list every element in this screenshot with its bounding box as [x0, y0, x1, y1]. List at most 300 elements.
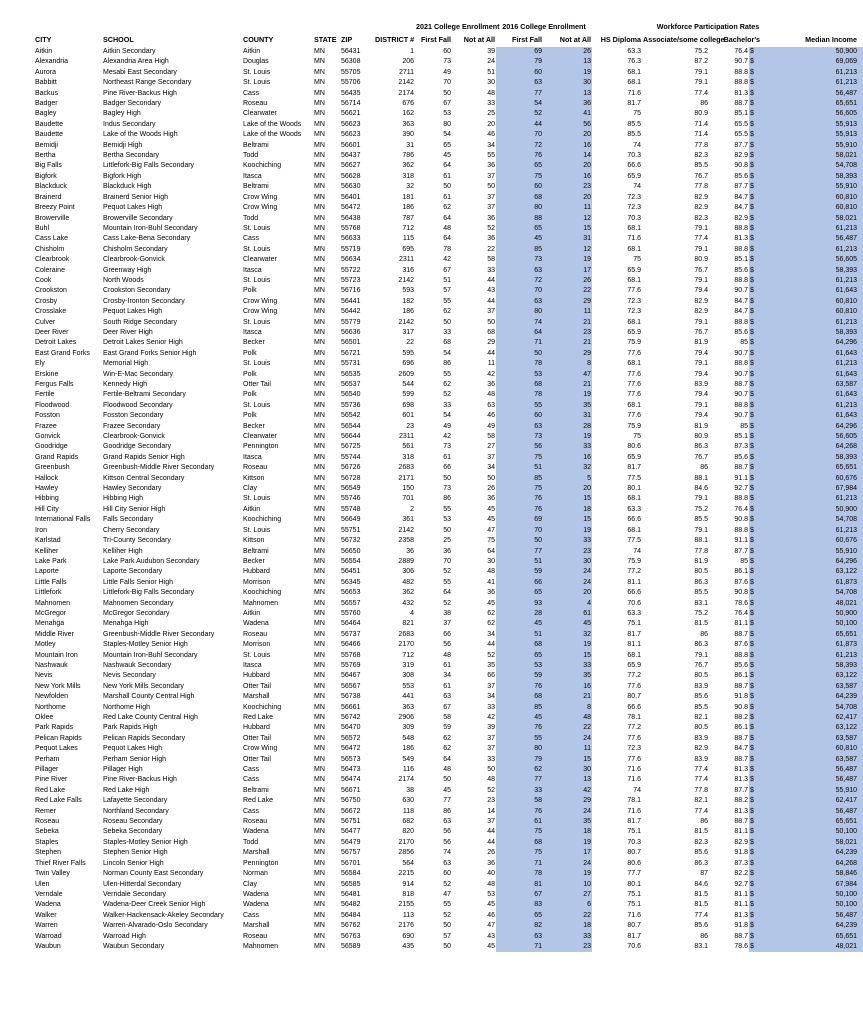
- cell-median-income: 60,810: [761, 297, 863, 307]
- cell-state: MN: [314, 100, 325, 108]
- cell-county: Otter Tail: [243, 682, 271, 690]
- cell-bachelors: 91.8: [734, 922, 749, 930]
- cell-state: MN: [314, 568, 325, 576]
- cell-dollar-sign: $: [749, 47, 761, 57]
- cell-first-fall-2016: 28: [496, 609, 543, 619]
- cell-hs-diploma: 75.9: [627, 339, 642, 347]
- cell-hs-diploma: 80.1: [627, 485, 642, 493]
- cell-median-income: 55,910: [761, 786, 863, 796]
- cell-not-at-all-2016: 21: [543, 692, 592, 702]
- table-row: [0, 890, 863, 900]
- cell-not-at-all-2021: 68: [487, 328, 496, 336]
- cell-bachelors: 76.4: [734, 48, 749, 55]
- cell-bachelors: 82.9: [734, 214, 749, 222]
- table-row: [0, 161, 863, 171]
- cell-dollar-sign: $: [749, 380, 761, 390]
- cell-district: 2906: [398, 714, 414, 721]
- cell-not-at-all-2016: 24: [543, 859, 592, 869]
- column-header-county: COUNTY: [243, 35, 274, 44]
- cell-dollar-sign: $: [749, 370, 761, 380]
- cell-county: Marshall: [243, 849, 270, 857]
- cell-state: MN: [314, 599, 325, 607]
- cell-county: Mahnomen: [243, 942, 279, 950]
- table-row: [0, 130, 863, 140]
- cell-district: 36: [406, 547, 414, 555]
- cell-school: Mountain Iron-Buhl Secondary: [103, 224, 198, 232]
- cell-dollar-sign: $: [749, 536, 761, 546]
- cell-state: MN: [314, 381, 325, 388]
- cell-first-fall-2016: 60: [496, 411, 543, 421]
- cell-associate: 71.4: [694, 120, 709, 128]
- cell-dollar-sign: $: [749, 651, 761, 661]
- cell-associate: 82.9: [694, 308, 709, 316]
- cell-associate: 85.6: [694, 922, 709, 930]
- cell-not-at-all-2021: 44: [487, 276, 496, 284]
- cell-state: MN: [314, 152, 325, 160]
- cell-city: Ulen: [35, 880, 50, 888]
- cell-first-fall-2016: 68: [496, 692, 543, 702]
- cell-state: MN: [314, 214, 325, 222]
- cell-median-income: 54,708: [761, 588, 863, 598]
- cell-city: Big Falls: [35, 162, 62, 170]
- cell-not-at-all-2016: 23: [543, 182, 592, 192]
- cell-not-at-all-2021: 44: [487, 297, 496, 305]
- cell-median-income: 60,810: [761, 193, 863, 203]
- cell-median-income: 54,708: [761, 703, 863, 713]
- cell-not-at-all-2016: 17: [543, 848, 592, 858]
- cell-school: Red Lake County Central High: [103, 714, 198, 721]
- cell-associate: 77.8: [694, 183, 709, 191]
- cell-not-at-all-2016: 28: [543, 422, 592, 432]
- cell-state: MN: [314, 901, 325, 909]
- cell-not-at-all-2021: 45: [487, 599, 496, 607]
- cell-zip: 56621: [341, 110, 361, 118]
- cell-state: MN: [314, 349, 325, 357]
- cell-not-at-all-2016: 20: [543, 484, 592, 494]
- cell-hs-diploma: 85.5: [627, 120, 642, 128]
- cell-hs-diploma: 75.1: [627, 901, 642, 909]
- cell-dollar-sign: $: [749, 890, 761, 900]
- cell-associate: 79.1: [694, 360, 709, 368]
- cell-zip: 55705: [341, 68, 361, 76]
- cell-school: Littlefork-Big Falls Secondary: [103, 589, 195, 597]
- cell-not-at-all-2021: 14: [487, 807, 496, 815]
- cell-zip: 55706: [341, 79, 361, 87]
- cell-county: St. Louis: [243, 360, 271, 368]
- cell-city: Badger: [35, 100, 58, 108]
- table-row: [0, 390, 863, 400]
- cell-not-at-all-2021: 37: [487, 734, 496, 742]
- cell-school: Memorial High: [103, 360, 149, 368]
- cell-dollar-sign: $: [749, 255, 761, 265]
- cell-bachelors: 87.6: [734, 641, 749, 649]
- cell-state: MN: [314, 661, 325, 669]
- cell-not-at-all-2021: 47: [487, 526, 496, 534]
- cell-first-fall-2021: 36: [443, 547, 451, 555]
- cell-bachelors: 85: [740, 339, 749, 347]
- cell-associate: 82.1: [694, 714, 709, 721]
- cell-not-at-all-2021: 26: [487, 849, 496, 857]
- cell-median-income: 67,984: [761, 484, 863, 494]
- cell-county: Cass: [243, 911, 259, 919]
- cell-dollar-sign: $: [749, 307, 761, 317]
- cell-not-at-all-2021: 34: [487, 693, 496, 701]
- cell-dollar-sign: $: [749, 390, 761, 400]
- cell-associate: 76.7: [694, 661, 709, 669]
- cell-hs-diploma: 80.6: [627, 859, 642, 867]
- cell-county: St. Louis: [243, 651, 271, 659]
- cell-school: Pillager High: [103, 766, 143, 774]
- cell-hs-diploma: 68.1: [627, 79, 642, 87]
- cell-school: Fertile-Beltrami Secondary: [103, 391, 186, 399]
- cell-hs-diploma: 68.1: [627, 68, 642, 76]
- cell-hs-diploma: 68.1: [627, 495, 642, 503]
- cell-district: 821: [402, 620, 414, 628]
- table-row: [0, 900, 863, 910]
- cell-not-at-all-2016: 8: [543, 359, 592, 369]
- cell-school: Pequot Lakes High: [103, 308, 163, 316]
- cell-state: MN: [314, 308, 325, 316]
- cell-city: Twin Valley: [35, 870, 70, 878]
- cell-zip: 56544: [341, 422, 361, 430]
- cell-not-at-all-2016: 47: [543, 370, 592, 380]
- cell-dollar-sign: $: [749, 401, 761, 411]
- cell-city: Crosby: [35, 297, 58, 305]
- cell-first-fall-2021: 62: [443, 745, 451, 753]
- table-row: [0, 338, 863, 348]
- cell-median-income: 69,069: [761, 57, 863, 67]
- cell-zip: 56438: [341, 214, 361, 222]
- cell-county: Roseau: [243, 630, 268, 638]
- cell-city: Crosslake: [35, 308, 67, 316]
- cell-hs-diploma: 65.9: [627, 266, 642, 274]
- cell-first-fall-2021: 63: [443, 859, 451, 867]
- cell-dollar-sign: $: [749, 557, 761, 567]
- cell-not-at-all-2016: 24: [543, 807, 592, 817]
- cell-first-fall-2021: 64: [443, 162, 451, 170]
- cell-median-income: 56,605: [761, 432, 863, 442]
- cell-county: Koochiching: [243, 516, 282, 524]
- cell-county: Crow Wing: [243, 745, 278, 753]
- cell-bachelors: 81.1: [734, 901, 749, 909]
- table-row: [0, 474, 863, 484]
- cell-bachelors: 81.1: [734, 890, 749, 898]
- cell-school: Warroad High: [103, 932, 146, 940]
- cell-first-fall-2016: 75: [496, 172, 543, 182]
- cell-median-income: 60,810: [761, 203, 863, 213]
- cell-county: Crow Wing: [243, 193, 278, 201]
- table-row: [0, 307, 863, 317]
- cell-bachelors: 85.6: [734, 266, 749, 274]
- cell-not-at-all-2021: 37: [487, 745, 496, 753]
- cell-associate: 83.9: [694, 755, 709, 763]
- table-row: [0, 505, 863, 515]
- cell-county: Pennington: [243, 443, 279, 451]
- cell-city: Kelliher: [35, 547, 59, 555]
- cell-hs-diploma: 75: [633, 256, 642, 264]
- cell-not-at-all-2021: 37: [487, 453, 496, 461]
- cell-bachelors: 86.1: [734, 568, 749, 576]
- cell-associate: 88.1: [694, 474, 709, 482]
- cell-not-at-all-2016: 13: [543, 775, 592, 785]
- cell-bachelors: 88.2: [734, 714, 749, 721]
- cell-not-at-all-2016: 56: [543, 120, 592, 130]
- cell-not-at-all-2021: 39: [487, 724, 496, 732]
- cell-bachelors: 91.8: [734, 849, 749, 857]
- cell-zip: 56464: [341, 620, 361, 628]
- cell-not-at-all-2021: 50: [487, 766, 496, 774]
- cell-state: MN: [314, 224, 325, 232]
- cell-city: Northome: [35, 703, 66, 711]
- cell-not-at-all-2021: 33: [487, 755, 496, 763]
- cell-first-fall-2016: 64: [496, 328, 543, 338]
- cell-bachelors: 88.8: [734, 401, 749, 409]
- cell-first-fall-2016: 63: [496, 932, 543, 942]
- cell-county: Todd: [243, 838, 259, 846]
- cell-median-income: 61,213: [761, 494, 863, 504]
- cell-city: Erskine: [35, 370, 59, 378]
- cell-bachelors: 88.7: [734, 818, 749, 826]
- cell-zip: 56481: [341, 890, 361, 898]
- cell-first-fall-2016: 63: [496, 297, 543, 307]
- cell-associate: 79.1: [694, 79, 709, 87]
- cell-county: Beltrami: [243, 183, 269, 191]
- cell-zip: 56585: [341, 880, 361, 888]
- cell-bachelors: 90.7: [734, 370, 749, 378]
- cell-first-fall-2016: 80: [496, 203, 543, 213]
- cell-county: Pennington: [243, 859, 279, 867]
- cell-zip: 56308: [341, 58, 361, 66]
- table-row: [0, 318, 863, 328]
- cell-city: Motley: [35, 641, 56, 649]
- cell-city: McGregor: [35, 609, 67, 617]
- cell-city: Backus: [35, 89, 58, 97]
- cell-county: Red Lake: [243, 797, 273, 805]
- cell-city: Fergus Falls: [35, 381, 74, 388]
- cell-median-income: 48,021: [761, 599, 863, 609]
- cell-zip: 56584: [341, 870, 361, 878]
- cell-state: MN: [314, 162, 325, 170]
- cell-district: 22: [406, 339, 414, 347]
- cell-district: 482: [402, 578, 414, 586]
- cell-county: Hubbard: [243, 724, 270, 732]
- cell-dollar-sign: $: [749, 723, 761, 733]
- cell-median-income: 58,021: [761, 214, 863, 224]
- cell-not-at-all-2021: 44: [487, 838, 496, 846]
- cell-not-at-all-2016: 24: [543, 578, 592, 588]
- cell-hs-diploma: 68.1: [627, 651, 642, 659]
- cell-zip: 56535: [341, 370, 361, 378]
- table-row: [0, 827, 863, 837]
- cell-bachelors: 81.3: [734, 235, 749, 243]
- cell-hs-diploma: 77.6: [627, 381, 642, 388]
- cell-bachelors: 88.8: [734, 224, 749, 232]
- cell-city: Iron: [35, 526, 48, 534]
- cell-hs-diploma: 78.1: [627, 714, 642, 721]
- cell-school: Mountain Iron-Buhl Secondary: [103, 651, 198, 659]
- cell-median-income: 61,643: [761, 349, 863, 359]
- cell-city: Nevis: [35, 672, 53, 680]
- cell-not-at-all-2021: 52: [487, 786, 496, 794]
- cell-first-fall-2021: 78: [443, 245, 451, 253]
- cell-city: Walker: [35, 911, 57, 919]
- cell-bachelors: 88.2: [734, 797, 749, 805]
- cell-not-at-all-2021: 33: [487, 100, 496, 108]
- cell-city: Mountain Iron: [35, 651, 78, 659]
- cell-dollar-sign: $: [749, 359, 761, 369]
- cell-zip: 56737: [341, 630, 361, 638]
- cell-state: MN: [314, 641, 325, 649]
- cell-bachelors: 84.7: [734, 308, 749, 316]
- cell-bachelors: 81.3: [734, 776, 749, 784]
- cell-associate: 82.3: [694, 214, 709, 222]
- cell-county: Marshall: [243, 922, 270, 930]
- cell-school: Laporte Secondary: [103, 568, 163, 576]
- cell-hs-diploma: 77.2: [627, 724, 642, 732]
- cell-state: MN: [314, 464, 325, 472]
- cell-first-fall-2021: 52: [443, 599, 451, 607]
- cell-bachelors: 84.7: [734, 297, 749, 305]
- cell-school: Bertha Secondary: [103, 152, 160, 160]
- cell-district: 2: [410, 505, 414, 513]
- cell-dollar-sign: $: [749, 567, 761, 577]
- cell-first-fall-2016: 53: [496, 661, 543, 671]
- cell-zip: 56482: [341, 901, 361, 909]
- cell-state: MN: [314, 734, 325, 742]
- cell-not-at-all-2021: 36: [487, 235, 496, 243]
- cell-not-at-all-2016: 21: [543, 318, 592, 328]
- cell-median-income: 61,213: [761, 68, 863, 78]
- table-row: [0, 172, 863, 182]
- cell-city: Red Lake Falls: [35, 797, 82, 805]
- cell-associate: 77.4: [694, 807, 709, 815]
- table-row: [0, 68, 863, 78]
- cell-county: Polk: [243, 370, 257, 378]
- cell-state: MN: [314, 870, 325, 878]
- cell-associate: 87.2: [694, 58, 709, 66]
- cell-not-at-all-2016: 17: [543, 266, 592, 276]
- cell-first-fall-2021: 54: [443, 349, 451, 357]
- cell-bachelors: 88.7: [734, 464, 749, 472]
- cell-county: Itasca: [243, 172, 262, 180]
- cell-bachelors: 81.3: [734, 766, 749, 774]
- enroll-2016-header: 2016 College Enrollment: [502, 22, 586, 31]
- cell-not-at-all-2016: 20: [543, 130, 592, 140]
- cell-bachelors: 91.1: [734, 474, 749, 482]
- cell-city: Roseau: [35, 818, 60, 826]
- cell-city: Frazee: [35, 422, 57, 430]
- cell-district: 690: [402, 932, 414, 940]
- table-row: [0, 661, 863, 671]
- cell-city: Ely: [35, 360, 45, 368]
- cell-county: Becker: [243, 557, 265, 565]
- cell-county: Clearwater: [243, 256, 277, 264]
- cell-not-at-all-2021: 36: [487, 214, 496, 222]
- cell-dollar-sign: $: [749, 203, 761, 213]
- cell-first-fall-2021: 80: [443, 120, 451, 128]
- cell-dollar-sign: $: [749, 68, 761, 78]
- column-header-first-fall-2021: First Fall: [421, 35, 451, 44]
- cell-district: 318: [402, 453, 414, 461]
- cell-median-income: 64,296: [761, 557, 863, 567]
- cell-first-fall-2021: 33: [443, 328, 451, 336]
- cell-state: MN: [314, 589, 325, 597]
- cell-median-income: 58,846: [761, 869, 863, 879]
- cell-median-income: 63,587: [761, 380, 863, 390]
- cell-first-fall-2016: 78: [496, 359, 543, 369]
- cell-median-income: 61,213: [761, 224, 863, 234]
- table-row: [0, 692, 863, 702]
- cell-first-fall-2016: 76: [496, 682, 543, 692]
- cell-first-fall-2021: 67: [443, 266, 451, 274]
- cell-city: Hill City: [35, 505, 59, 513]
- cell-associate: 85.6: [694, 693, 709, 701]
- cell-associate: 79.4: [694, 349, 709, 357]
- cell-first-fall-2021: 73: [443, 443, 451, 451]
- cell-associate: 80.9: [694, 256, 709, 264]
- cell-not-at-all-2021: 36: [487, 859, 496, 867]
- cell-county: Clay: [243, 880, 258, 888]
- column-header-district: DISTRICT #: [375, 35, 415, 44]
- cell-not-at-all-2021: 37: [487, 193, 496, 201]
- cell-zip: 56441: [341, 297, 361, 305]
- cell-first-fall-2021: 50: [443, 89, 451, 97]
- cell-district: 186: [402, 308, 414, 316]
- cell-dollar-sign: $: [749, 692, 761, 702]
- cell-first-fall-2021: 34: [443, 672, 451, 680]
- cell-first-fall-2016: 72: [496, 141, 543, 151]
- cell-school: Lake Park Audubon Secondary: [103, 557, 200, 565]
- cell-associate: 83.9: [694, 381, 709, 388]
- cell-state: MN: [314, 89, 325, 97]
- cell-hs-diploma: 66.6: [627, 703, 642, 711]
- cell-first-fall-2021: 61: [443, 682, 451, 690]
- cell-city: Blackduck: [35, 183, 67, 191]
- cell-bachelors: 87.3: [734, 859, 749, 867]
- cell-dollar-sign: $: [749, 318, 761, 328]
- cell-dollar-sign: $: [749, 838, 761, 848]
- cell-dollar-sign: $: [749, 817, 761, 827]
- cell-dollar-sign: $: [749, 661, 761, 671]
- cell-hs-diploma: 77.2: [627, 672, 642, 680]
- cell-associate: 77.4: [694, 235, 709, 243]
- cell-district: 2889: [398, 557, 414, 565]
- cell-not-at-all-2021: 22: [487, 245, 496, 253]
- cell-hs-diploma: 72.3: [627, 204, 642, 212]
- cell-dollar-sign: $: [749, 89, 761, 99]
- table-row: [0, 703, 863, 713]
- cell-median-income: 62,417: [761, 796, 863, 806]
- cell-not-at-all-2021: 49: [487, 422, 496, 430]
- cell-bachelors: 85.1: [734, 110, 749, 118]
- cell-district: 2142: [398, 526, 414, 534]
- table-row: [0, 463, 863, 473]
- cell-hs-diploma: 78.1: [627, 797, 642, 805]
- cell-zip: 55723: [341, 276, 361, 284]
- cell-dollar-sign: $: [749, 484, 761, 494]
- cell-first-fall-2016: 79: [496, 57, 543, 67]
- cell-associate: 79.1: [694, 224, 709, 232]
- cell-district: 698: [402, 401, 414, 409]
- cell-bachelors: 78.6: [734, 942, 749, 950]
- cell-school: Norman County East Secondary: [103, 870, 204, 878]
- cell-city: Laporte: [35, 568, 59, 576]
- cell-state: MN: [314, 786, 325, 794]
- cell-median-income: 58,021: [761, 838, 863, 848]
- cell-hs-diploma: 81.1: [627, 578, 642, 586]
- cell-not-at-all-2016: 29: [543, 796, 592, 806]
- cell-state: MN: [314, 287, 325, 295]
